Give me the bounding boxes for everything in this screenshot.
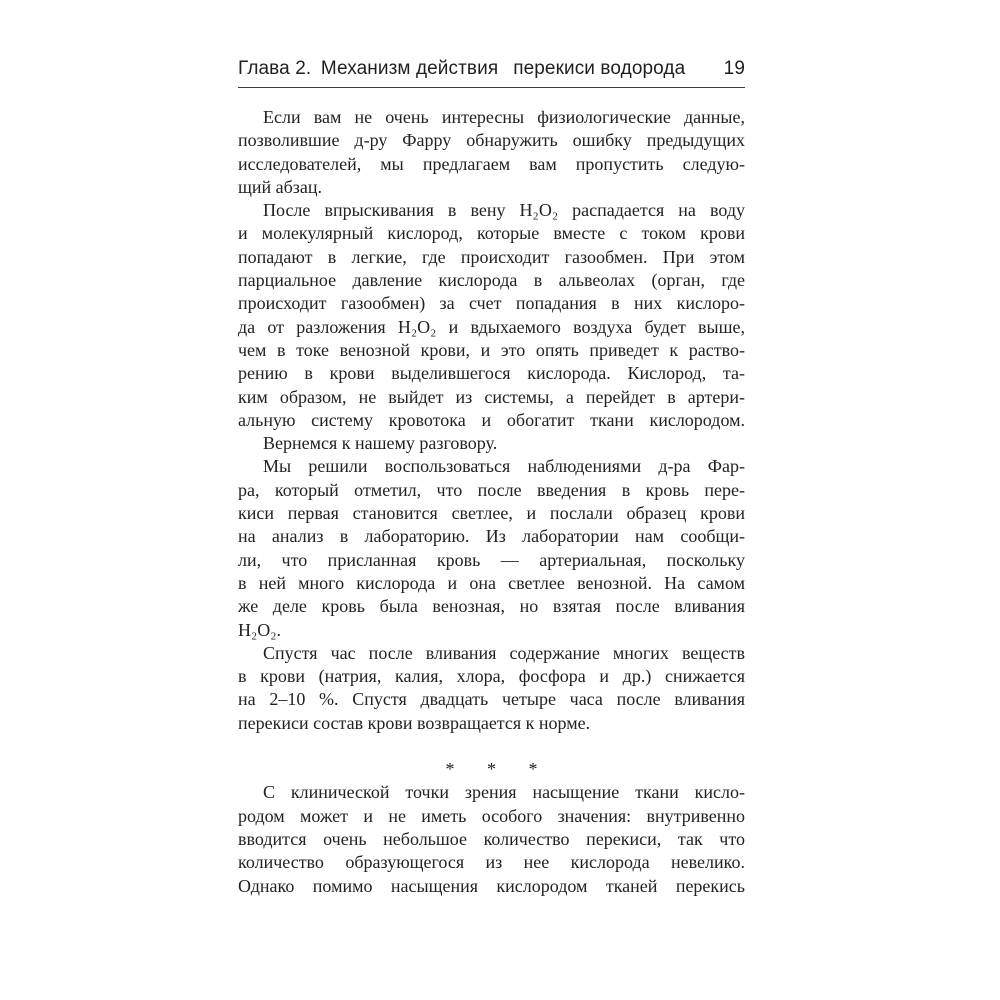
text-line: Если вам не очень интересны физиологические данные, bbox=[263, 107, 745, 127]
text-line: ли, что присланная кровь — артериальная, поскольку bbox=[238, 549, 745, 570]
text-line: После впрыскивания в вену H₂O₂ распадается на воду bbox=[263, 200, 745, 221]
text-line: позволившие д-ру Фарру обнаружить ошибку предыдущих bbox=[238, 130, 745, 151]
text-line: количество образующегося из нее кислорода невелико. bbox=[238, 852, 745, 873]
text-line: С клинической точки зрения насыщение ткани кисло- bbox=[263, 782, 745, 803]
text-line: вводится очень небольшое количество перекиси, так что bbox=[238, 828, 745, 849]
text-line: ким образом, не выйдет из системы, а перейдет в артери- bbox=[238, 386, 745, 407]
text-line: родом может и не иметь особого значения: внутривенно bbox=[238, 805, 745, 826]
text-line: в крови (натрия, калия, хлора, фосфора и др.) снижается bbox=[238, 666, 745, 687]
text-line: исследователей, мы предлагаем вам пропустить следую- bbox=[238, 153, 745, 174]
text-line: чем в токе венозной крови, и это опять приведет к раство- bbox=[238, 339, 745, 360]
running-header bbox=[238, 58, 745, 88]
text-line: и молекулярный кислород, которые вместе с током крови bbox=[238, 223, 745, 244]
text-line: на анализ в лабораторию. Из лаборатории нам сообщи- bbox=[238, 526, 745, 547]
text-line: в ней много кислорода и она светлее венозной. На самом bbox=[238, 572, 745, 593]
text-line: на 2–10 %. Спустя двадцать четыре часа после вливания bbox=[238, 689, 745, 710]
text-line: Спустя час после вливания содержание многих веществ bbox=[263, 642, 745, 663]
text-line: да от разложения H₂O₂ и вдыхаемого воздуха будет выше, bbox=[238, 316, 745, 337]
text-line: киси первая становится светлее, и послали образец крови bbox=[238, 503, 745, 524]
text-line: перекиси состав крови возвращается к норме. bbox=[238, 712, 591, 733]
text-line: альную систему кровотока и обогатит ткани кислородом. bbox=[238, 409, 745, 430]
text-line: Мы решили воспользоваться наблюдениями д-ра Фар- bbox=[263, 456, 745, 477]
page-body bbox=[238, 106, 745, 898]
text-line: Однако помимо насыщения кислородом тканей перекись bbox=[238, 875, 745, 896]
text-line: рению в крови выделившегося кислорода. Кислород, та- bbox=[238, 363, 745, 384]
text-line: парциальное давление кислорода в альвеолах (орган, где bbox=[238, 270, 745, 291]
text-line: щий абзац. bbox=[238, 176, 323, 197]
section-separator: * * * bbox=[445, 759, 538, 780]
text-line: попадают в легкие, где происходит газообмен. При этом bbox=[238, 246, 745, 267]
text-line: Вернемся к нашему разговору. bbox=[263, 433, 498, 454]
page-number: 19 bbox=[723, 58, 745, 79]
page-content bbox=[238, 58, 745, 898]
text-line: H₂O₂. bbox=[238, 619, 282, 640]
text-line: ра, который отметил, что после введения в кровь пере- bbox=[238, 479, 745, 500]
chapter-title: Глава 2. Механизм действия перекиси водорода bbox=[238, 58, 686, 79]
text-line: происходит газообмен) за счет попадания в них кислоро- bbox=[238, 293, 745, 314]
text-line: же деле кровь была венозная, но взятая после вливания bbox=[238, 596, 745, 617]
